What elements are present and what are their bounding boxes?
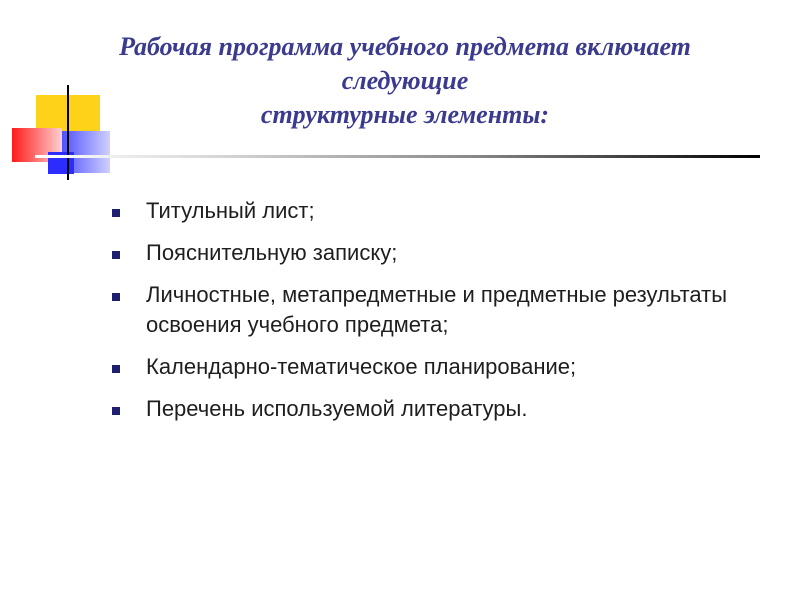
square-bullet-icon — [112, 365, 120, 373]
square-bullet-icon — [112, 209, 120, 217]
list-item — [110, 280, 750, 340]
slide-title — [40, 30, 770, 132]
list-item-text: Календарно-тематическое планирование; — [146, 354, 577, 379]
title-divider — [35, 155, 760, 158]
list-item — [110, 352, 750, 382]
square-bullet-icon — [112, 251, 120, 259]
square-bullet-icon — [112, 293, 120, 301]
list-item-text: Титульный лист; — [146, 198, 315, 223]
list-item-text: Пояснительную записку; — [146, 240, 398, 265]
list-item — [110, 394, 750, 424]
title-line-2: следующие — [341, 66, 469, 95]
title-line-1: Рабочая программа учебного предмета включает — [119, 32, 691, 61]
list-item-text: Перечень используемой литературы. — [146, 396, 528, 421]
bullet-list — [110, 196, 750, 436]
list-item — [110, 238, 750, 268]
list-item — [110, 196, 750, 226]
title-line-3: структурные элементы: — [260, 100, 550, 129]
square-bullet-icon — [112, 407, 120, 415]
list-item-text: Личностные, метапредметные и предметные результаты освоения учебного предмета; — [146, 282, 728, 337]
